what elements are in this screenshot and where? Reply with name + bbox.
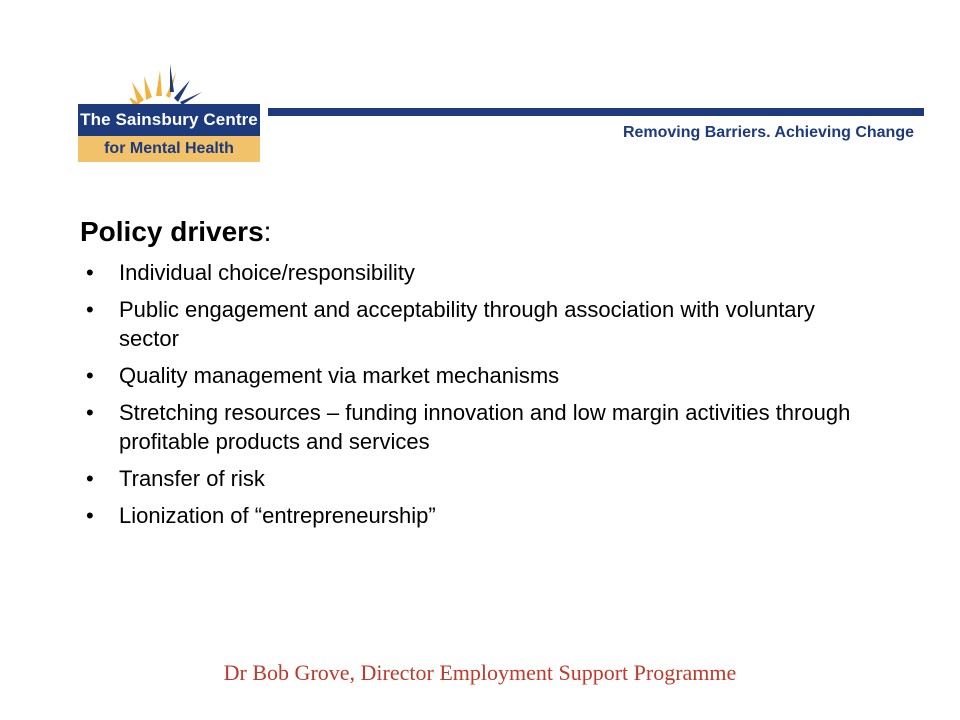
list-item-text: Individual choice/responsibility — [119, 260, 415, 285]
bullet-dot: • — [86, 297, 94, 322]
header-rule — [268, 108, 924, 116]
bullet-dot: • — [86, 466, 94, 491]
bullet-dot: • — [86, 260, 94, 285]
tagline: Removing Barriers. Achieving Change — [622, 124, 914, 141]
list-item-text: Lionization of “entrepreneurship” — [119, 503, 436, 528]
sainsbury-centre-logo — [78, 62, 260, 162]
list-item — [80, 398, 870, 456]
list-item-text: Transfer of risk — [119, 466, 265, 491]
slide-title-colon: : — [263, 216, 272, 247]
bullet-list — [80, 258, 870, 538]
logo-line-2: for Mental Health — [78, 136, 260, 162]
logo-line-1: The Sainsbury Centre — [78, 104, 260, 136]
list-item-text: Stretching resources – funding innovation and low margin activities through profitable products and services — [119, 400, 851, 454]
list-item — [80, 295, 870, 353]
bullet-dot: • — [86, 400, 94, 425]
sunburst-logo-icon — [130, 62, 210, 106]
slide-title-text: Policy drivers — [80, 216, 264, 247]
list-item — [80, 464, 870, 493]
footer-credit: Dr Bob Grove, Director Employment Support Programme — [223, 660, 737, 685]
list-item — [80, 501, 870, 530]
slide-title — [80, 216, 271, 248]
bullet-dot: • — [86, 503, 94, 528]
list-item-text: Quality management via market mechanisms — [119, 363, 560, 388]
list-item — [80, 258, 870, 287]
list-item — [80, 361, 870, 390]
bullet-dot: • — [86, 363, 94, 388]
list-item-text: Public engagement and acceptability through association with voluntary sector — [119, 297, 815, 351]
